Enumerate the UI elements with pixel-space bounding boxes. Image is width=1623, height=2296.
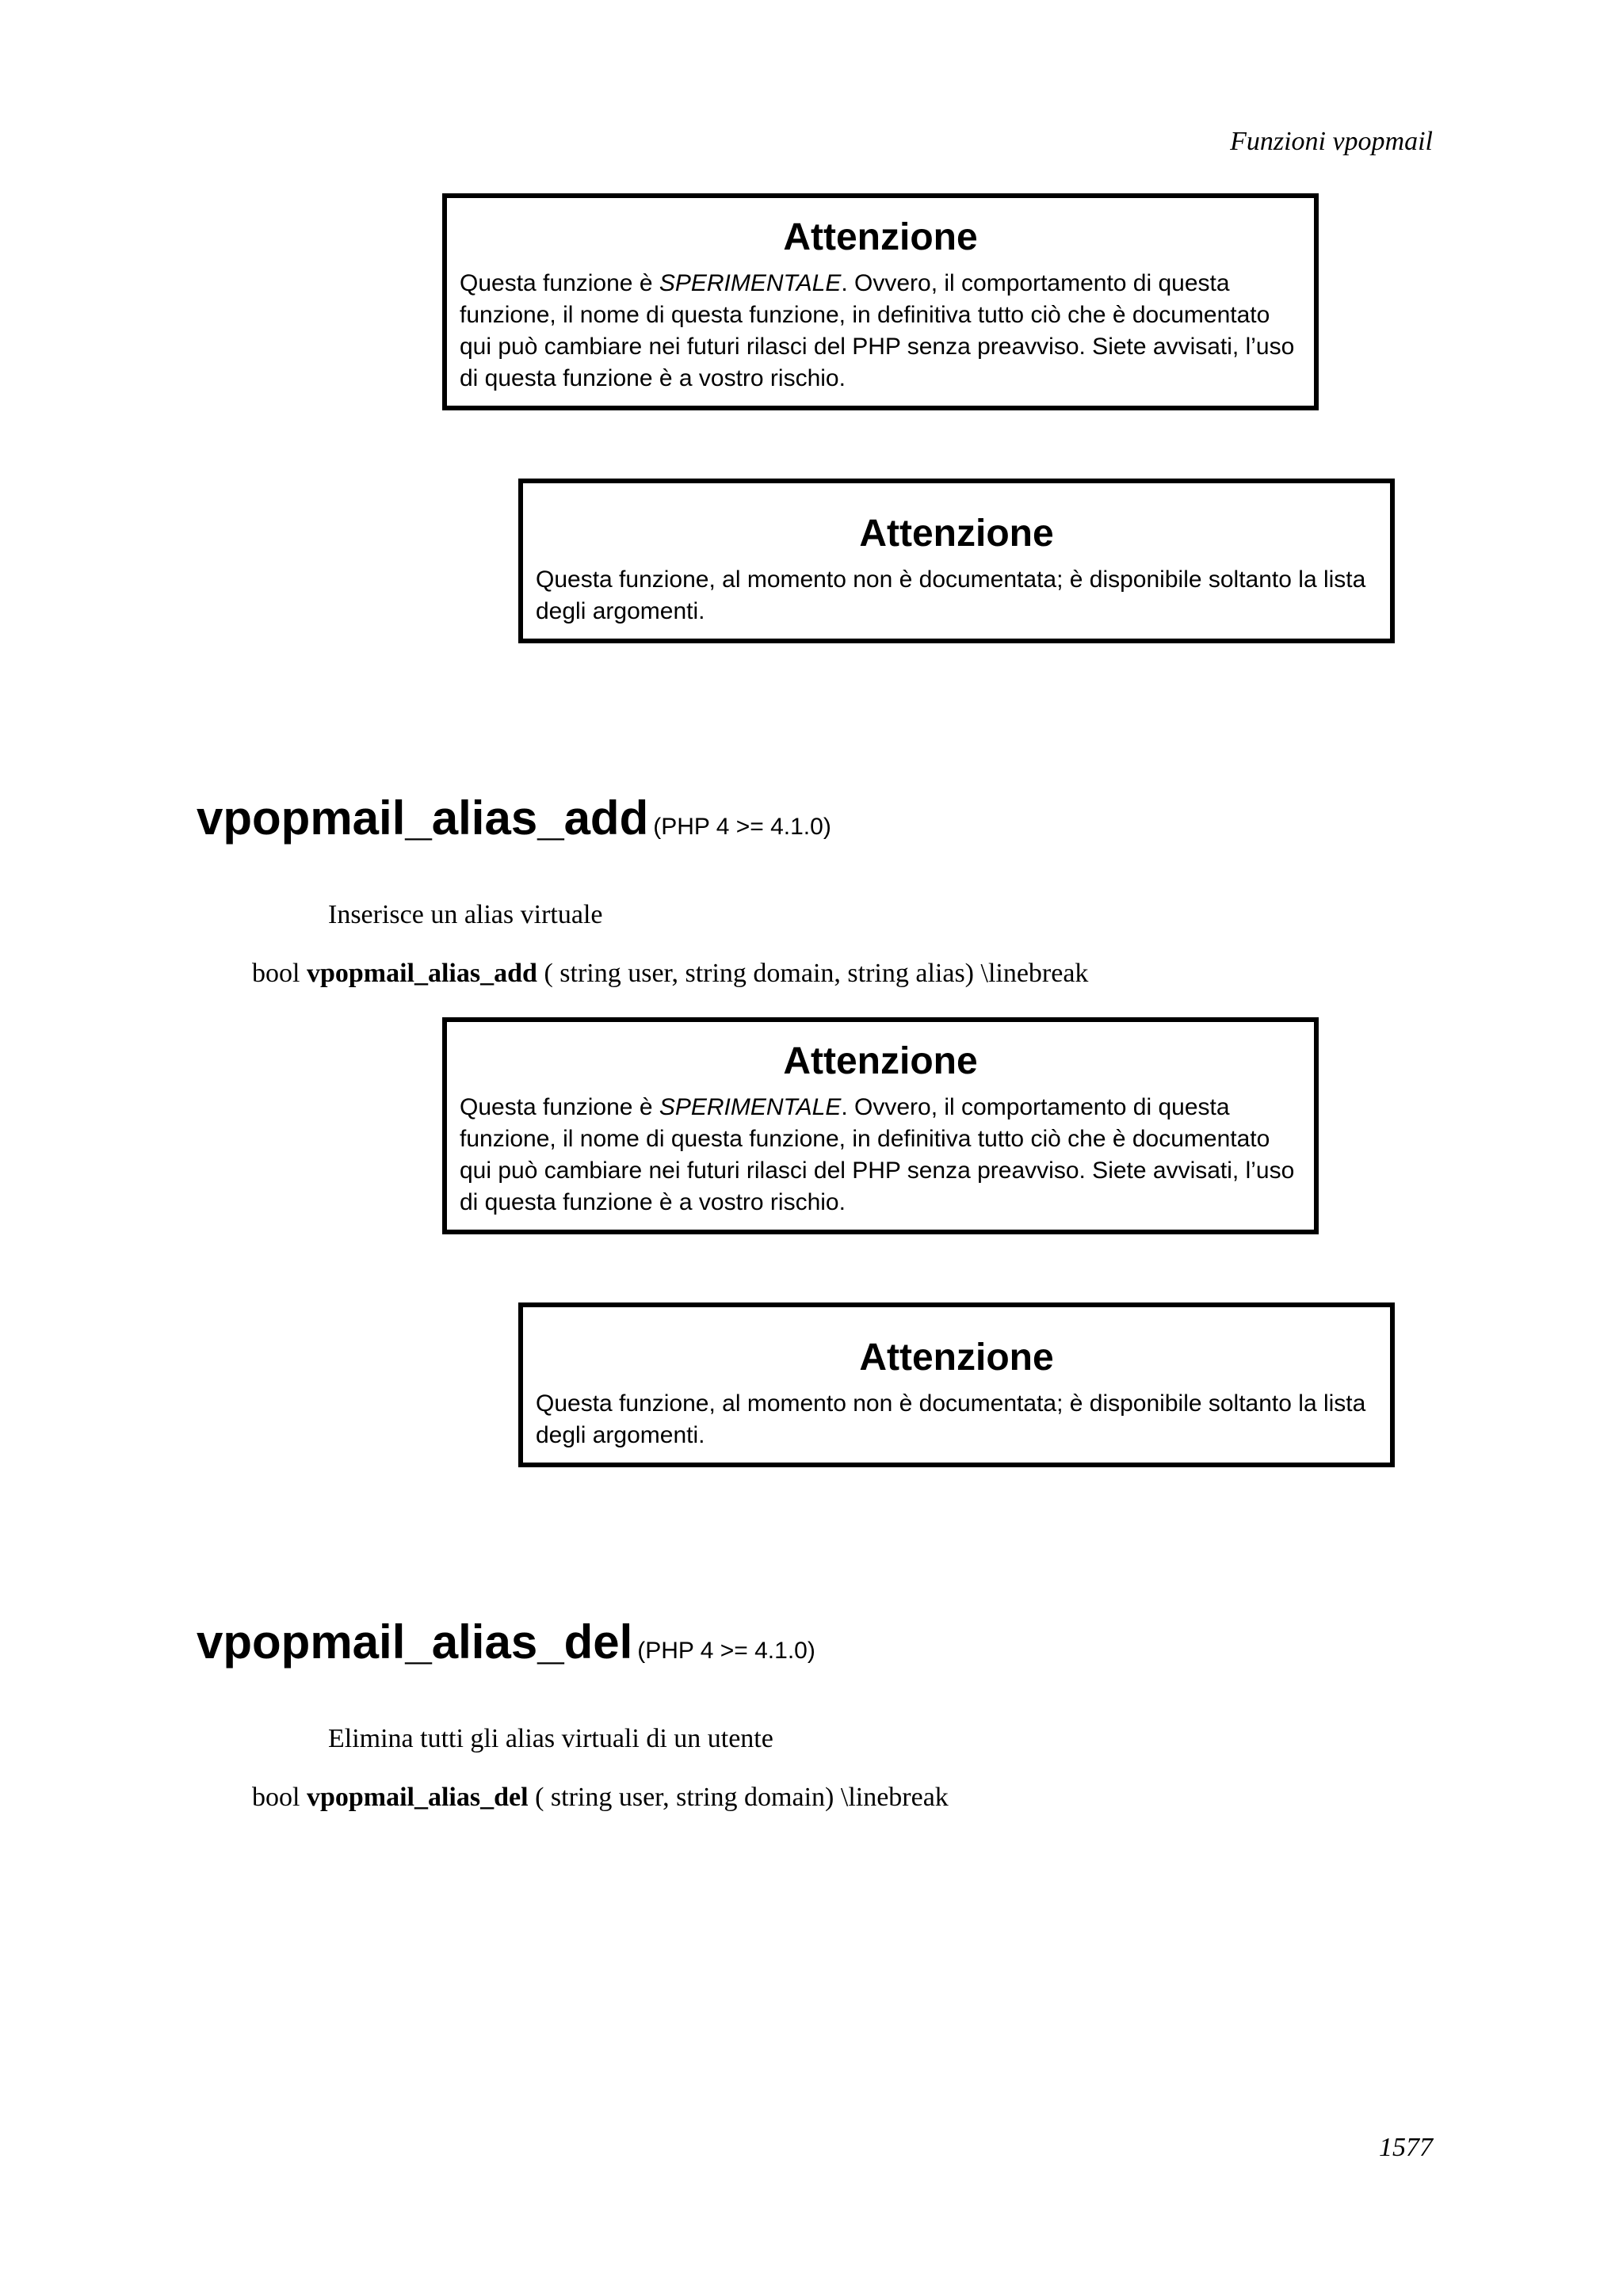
running-header: Funzioni vpopmail: [1230, 127, 1433, 156]
warning-text-after: . Ovvero, il comportamento di questa funzione, il nome di questa funzione, in definitiva tutto ciò che è documentato qui può cambiare nei futuri rilasci del PHP senza preavviso. Siete avvisati, l’uso di questa funzione è a vostro rischio.: [460, 1094, 1295, 1215]
undocumented-warning-box: [518, 1302, 1395, 1467]
page-number: 1577: [1379, 2133, 1433, 2162]
warning-title: Attenzione: [783, 216, 978, 258]
warning-text-emphasis: SPERIMENTALE: [659, 1094, 842, 1120]
warning-text-after: . Ovvero, il comportamento di questa funzione, il nome di questa funzione, in definitiva tutto ciò che è documentato qui può cambiare nei futuri rilasci del PHP senza preavviso. Siete avvisati, l’uso di questa funzione è a vostro rischio.: [460, 270, 1295, 391]
function-synopsis: [252, 1783, 949, 1813]
warning-title: Attenzione: [859, 513, 1054, 555]
warning-text: [460, 1092, 1301, 1219]
synopsis-function-name: vpopmail_alias_add: [306, 959, 537, 988]
undocumented-warning-box: [518, 479, 1395, 643]
return-type: bool: [252, 959, 300, 988]
function-name: vpopmail_alias_add: [197, 791, 649, 845]
experimental-warning-box: [442, 193, 1319, 410]
function-purpose: Elimina tutti gli alias virtuali di un utente: [328, 1724, 773, 1753]
synopsis-function-name: vpopmail_alias_del: [306, 1783, 529, 1812]
warning-text-emphasis: SPERIMENTALE: [659, 270, 842, 296]
warning-text: Questa funzione, al momento non è documentata; è disponibile soltanto la lista degli argomenti.: [536, 1390, 1366, 1448]
experimental-warning-box: [442, 1017, 1319, 1234]
parameter-list: ( string user, string domain, string alias) \linebreak: [544, 959, 1089, 988]
function-synopsis: [252, 959, 1088, 989]
warning-text: [460, 268, 1301, 395]
function-name: vpopmail_alias_del: [197, 1615, 633, 1669]
return-type: bool: [252, 1783, 300, 1812]
function-purpose: Inserisce un alias virtuale: [328, 900, 603, 929]
warning-text-before: Questa funzione è: [460, 1094, 659, 1120]
function-heading: [197, 791, 831, 845]
warning-title: Attenzione: [859, 1337, 1054, 1379]
warning-title: Attenzione: [783, 1040, 978, 1082]
function-version: (PHP 4 >= 4.1.0): [637, 1638, 815, 1664]
function-heading: [197, 1615, 815, 1669]
function-version: (PHP 4 >= 4.1.0): [653, 814, 831, 840]
warning-text-before: Questa funzione è: [460, 270, 659, 296]
parameter-list: ( string user, string domain) \linebreak: [535, 1783, 949, 1812]
warning-text: Questa funzione, al momento non è documentata; è disponibile soltanto la lista degli argomenti.: [536, 566, 1366, 624]
